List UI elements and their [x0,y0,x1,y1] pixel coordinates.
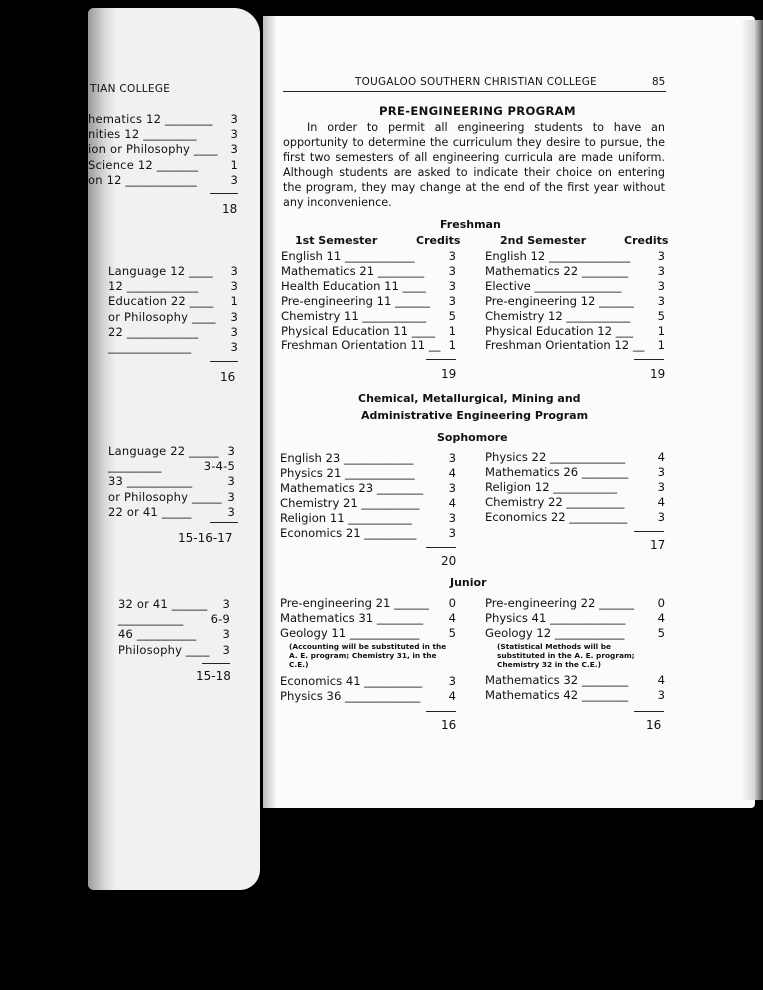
course-row [280,511,456,526]
course-name: Freshman Orientation 11 __ [281,338,441,353]
course-credit: 1 [230,157,238,172]
course-name: Education 22 ____ [108,294,214,309]
course-name: Science 12 _______ [88,157,199,172]
course-row [281,338,456,353]
sophomore-sem2-total: 17 [650,538,666,552]
course-credit: 3 [230,340,238,354]
course-name: 12 ____________ [108,279,199,294]
freshman-sem1-label: 1st Semester [295,234,378,247]
course-name: Chemistry 12 ___________ [485,308,631,323]
course-name: Mathematics 21 ________ [281,263,425,278]
junior-sem1-note: (Accounting will be substituted in the A. E. program; Chemistry 31, in the C.E.) [289,642,447,669]
course-row [280,626,456,641]
freshman-heading: Freshman [440,218,501,231]
course-credit: 3 [227,474,235,489]
freshman-sem2-total-rule [634,359,664,360]
left-total-rule-2 [210,361,238,362]
course-credit: 3 [227,489,235,504]
program-title-line-2: Administrative Engineering Program [361,409,589,422]
course-credit: 3 [448,480,456,495]
course-row [281,279,456,294]
course-name: Physics 41 _____________ [485,610,626,625]
course-name: 32 or 41 ______ [118,597,208,611]
course-name: Economics 41 __________ [280,674,423,688]
course-credit: 6-9 [210,612,230,627]
course-row [280,596,456,611]
course-row [281,264,456,279]
course-row [485,596,665,611]
course-name: Philosophy ____ [118,642,210,657]
course-name: Mathematics 26 ________ [485,464,629,479]
course-credit: 3 [222,597,230,611]
course-name: Religion 11 ___________ [280,510,413,525]
course-name: Religion 12 ___________ [485,479,618,494]
course-row [485,673,665,688]
running-head-rule [283,91,666,92]
course-row [280,451,456,466]
course-name: Physical Education 12 ___ [485,323,634,338]
course-row [281,309,456,324]
course-name: Geology 12 ____________ [485,625,625,640]
course-credit: 4 [448,465,456,480]
course-row [485,264,665,279]
course-name: English 12 ______________ [485,249,631,263]
page-curl-edge [741,20,763,800]
course-credit: 3 [230,142,238,157]
junior-sem2-total: 16 [646,718,662,732]
junior-sem1-total-rule [426,711,456,712]
course-credit: 3 [657,479,665,494]
course-row [280,674,456,689]
course-name: on 12 ____________ [88,172,197,187]
course-credit: 3 [657,509,665,524]
course-credit: 3 [230,112,238,126]
course-name: Physical Education 11 ____ [281,323,435,338]
course-credit: 3 [230,127,238,142]
course-credit: 3 [230,172,238,187]
course-name: English 11 ____________ [281,249,415,263]
left-total-2: 16 [220,370,236,384]
course-name: Pre-engineering 12 ______ [485,293,634,308]
course-row [485,495,665,510]
course-credit: 3 [448,674,456,688]
course-credit: 3 [227,444,235,458]
freshman-sem1-total-rule [426,359,456,360]
course-name: Language 22 _____ [108,444,219,458]
page-title: PRE-ENGINEERING PROGRAM [379,104,576,118]
course-credit: 1 [448,338,456,353]
course-name: Pre-engineering 22 ______ [485,596,634,610]
course-row [280,689,456,704]
course-name: ___________ [118,612,184,627]
course-name: Language 12 ____ [108,264,213,278]
course-row [485,450,665,465]
left-total-rule-1 [210,193,238,194]
course-row [281,324,456,339]
course-row [485,465,665,480]
course-credit: 4 [448,688,456,703]
sophomore-sem1-total: 20 [441,554,457,568]
course-row [485,688,665,703]
course-row [485,279,665,294]
course-row [485,480,665,495]
course-name: _________ [108,459,162,474]
course-row [485,249,665,264]
course-credit: 3 [448,510,456,525]
course-name: Physics 21 ____________ [280,465,415,480]
course-name: Economics 21 _________ [280,525,417,540]
course-row [280,481,456,496]
course-credit: 3 [448,278,456,293]
course-credit: 4 [657,610,665,625]
course-name: Chemistry 11 ___________ [281,308,427,323]
course-name: hematics 12 ________ [88,112,213,126]
course-credit: 4 [657,450,665,464]
course-row [281,249,456,264]
course-name: Mathematics 32 ________ [485,673,629,687]
course-credit: 3 [222,627,230,642]
course-credit: 3 [448,249,456,263]
course-name: Mathematics 23 ________ [280,480,424,495]
course-name: Pre-engineering 11 ______ [281,293,430,308]
course-credit: 1 [657,338,665,353]
sophomore-sem1-total-rule [426,547,456,548]
sophomore-sem2-total-rule [634,531,664,532]
course-row [280,526,456,541]
course-credit: 3 [657,278,665,293]
course-credit: 3 [230,324,238,339]
left-total-3: 15-16-17 [178,531,233,545]
program-title-line-1: Chemical, Metallurgical, Mining and [358,392,581,405]
course-name: Chemistry 21 __________ [280,495,420,510]
course-credit: 3 [230,279,238,294]
page-number: 85 [652,76,666,88]
course-name: Geology 11 ____________ [280,625,420,640]
course-credit: 4 [448,495,456,510]
course-name: Elective _______________ [485,278,622,293]
course-name: 22 ____________ [108,324,199,339]
freshman-sem1-total: 19 [441,367,457,381]
course-name: or Philosophy _____ [108,489,222,504]
course-name: Health Education 11 ____ [281,278,426,293]
course-credit: 1 [448,323,456,338]
intro-paragraph: In order to permit all engineering students to have an opportunity to determine the curriculum they desire to pursue, the first two semesters of all engineering curricula are made uniform. Although students are asked to indicate their choice on entering the program, they may change at the end of the first year without any inconvenience. [283,121,665,209]
course-name: Mathematics 22 ________ [485,263,629,278]
junior-sem2-note: (Statistical Methods will be substituted in the A. E. program; Chemistry 32 in the C.E.) [497,642,635,669]
course-name: Mathematics 31 ________ [280,610,424,625]
course-credit: 3 [448,293,456,308]
course-credit: 3-4-5 [203,459,235,474]
course-credit: 3 [230,264,238,278]
course-credit: 3 [448,451,456,465]
course-name: nities 12 _________ [88,127,197,142]
course-name: ______________ [108,340,192,354]
running-head: TOUGALOO SOUTHERN CHRISTIAN COLLEGE [355,76,598,88]
course-row [281,294,456,309]
junior-sem2-total-rule [634,711,664,712]
course-row [280,496,456,511]
course-credit: 3 [448,263,456,278]
course-name: 33 ___________ [108,474,193,489]
course-row [485,510,665,525]
course-credit: 3 [227,504,235,519]
course-name: Mathematics 42 ________ [485,687,629,702]
left-total-rule-3 [210,522,238,523]
course-row [485,611,665,626]
course-name: English 23 ____________ [280,451,414,465]
left-total-4: 15-18 [196,669,231,683]
left-total-1: 18 [222,202,238,216]
course-credit: 5 [657,308,665,323]
left-running-head: TIAN COLLEGE [90,83,171,95]
course-credit: 3 [448,525,456,540]
course-name: Physics 22 _____________ [485,450,626,464]
course-row [485,324,665,339]
course-name: Economics 22 __________ [485,509,628,524]
course-credit: 0 [448,596,456,610]
course-name: Chemistry 22 __________ [485,494,625,509]
course-credit: 3 [657,263,665,278]
course-credit: 4 [448,610,456,625]
course-credit: 3 [657,293,665,308]
junior-heading: Junior [450,576,487,589]
course-credit: 3 [222,642,230,657]
freshman-sem1-credits-label: Credits [416,234,461,247]
course-credit: 0 [657,596,665,610]
course-credit: 3 [657,687,665,702]
course-credit: 1 [230,294,238,309]
course-name: Freshman Orientation 12 __ [485,338,645,353]
course-credit: 4 [657,494,665,509]
freshman-sem2-total: 19 [650,367,666,381]
course-credit: 3 [230,309,238,324]
course-name: ion or Philosophy ____ [88,142,218,157]
course-credit: 5 [657,625,665,640]
course-credit: 1 [657,323,665,338]
course-credit: 5 [448,308,456,323]
course-name: Physics 36 _____________ [280,688,421,703]
course-row [485,338,665,353]
junior-sem1-total: 16 [441,718,457,732]
course-credit: 3 [657,249,665,263]
course-name: or Philosophy ____ [108,309,216,324]
course-name: 22 or 41 _____ [108,504,192,519]
course-row [485,309,665,324]
course-name: 46 __________ [118,627,197,642]
course-credit: 3 [657,464,665,479]
freshman-sem2-label: 2nd Semester [500,234,587,247]
sophomore-heading: Sophomore [437,431,508,444]
course-credit: 4 [657,673,665,687]
left-total-rule-4 [202,663,230,664]
course-row [485,294,665,309]
course-credit: 5 [448,625,456,640]
right-page-spine-shadow [263,16,277,808]
course-name: Pre-engineering 21 ______ [280,596,429,610]
course-row [485,626,665,641]
freshman-sem2-credits-label: Credits [624,234,669,247]
course-row [280,466,456,481]
course-row [280,611,456,626]
